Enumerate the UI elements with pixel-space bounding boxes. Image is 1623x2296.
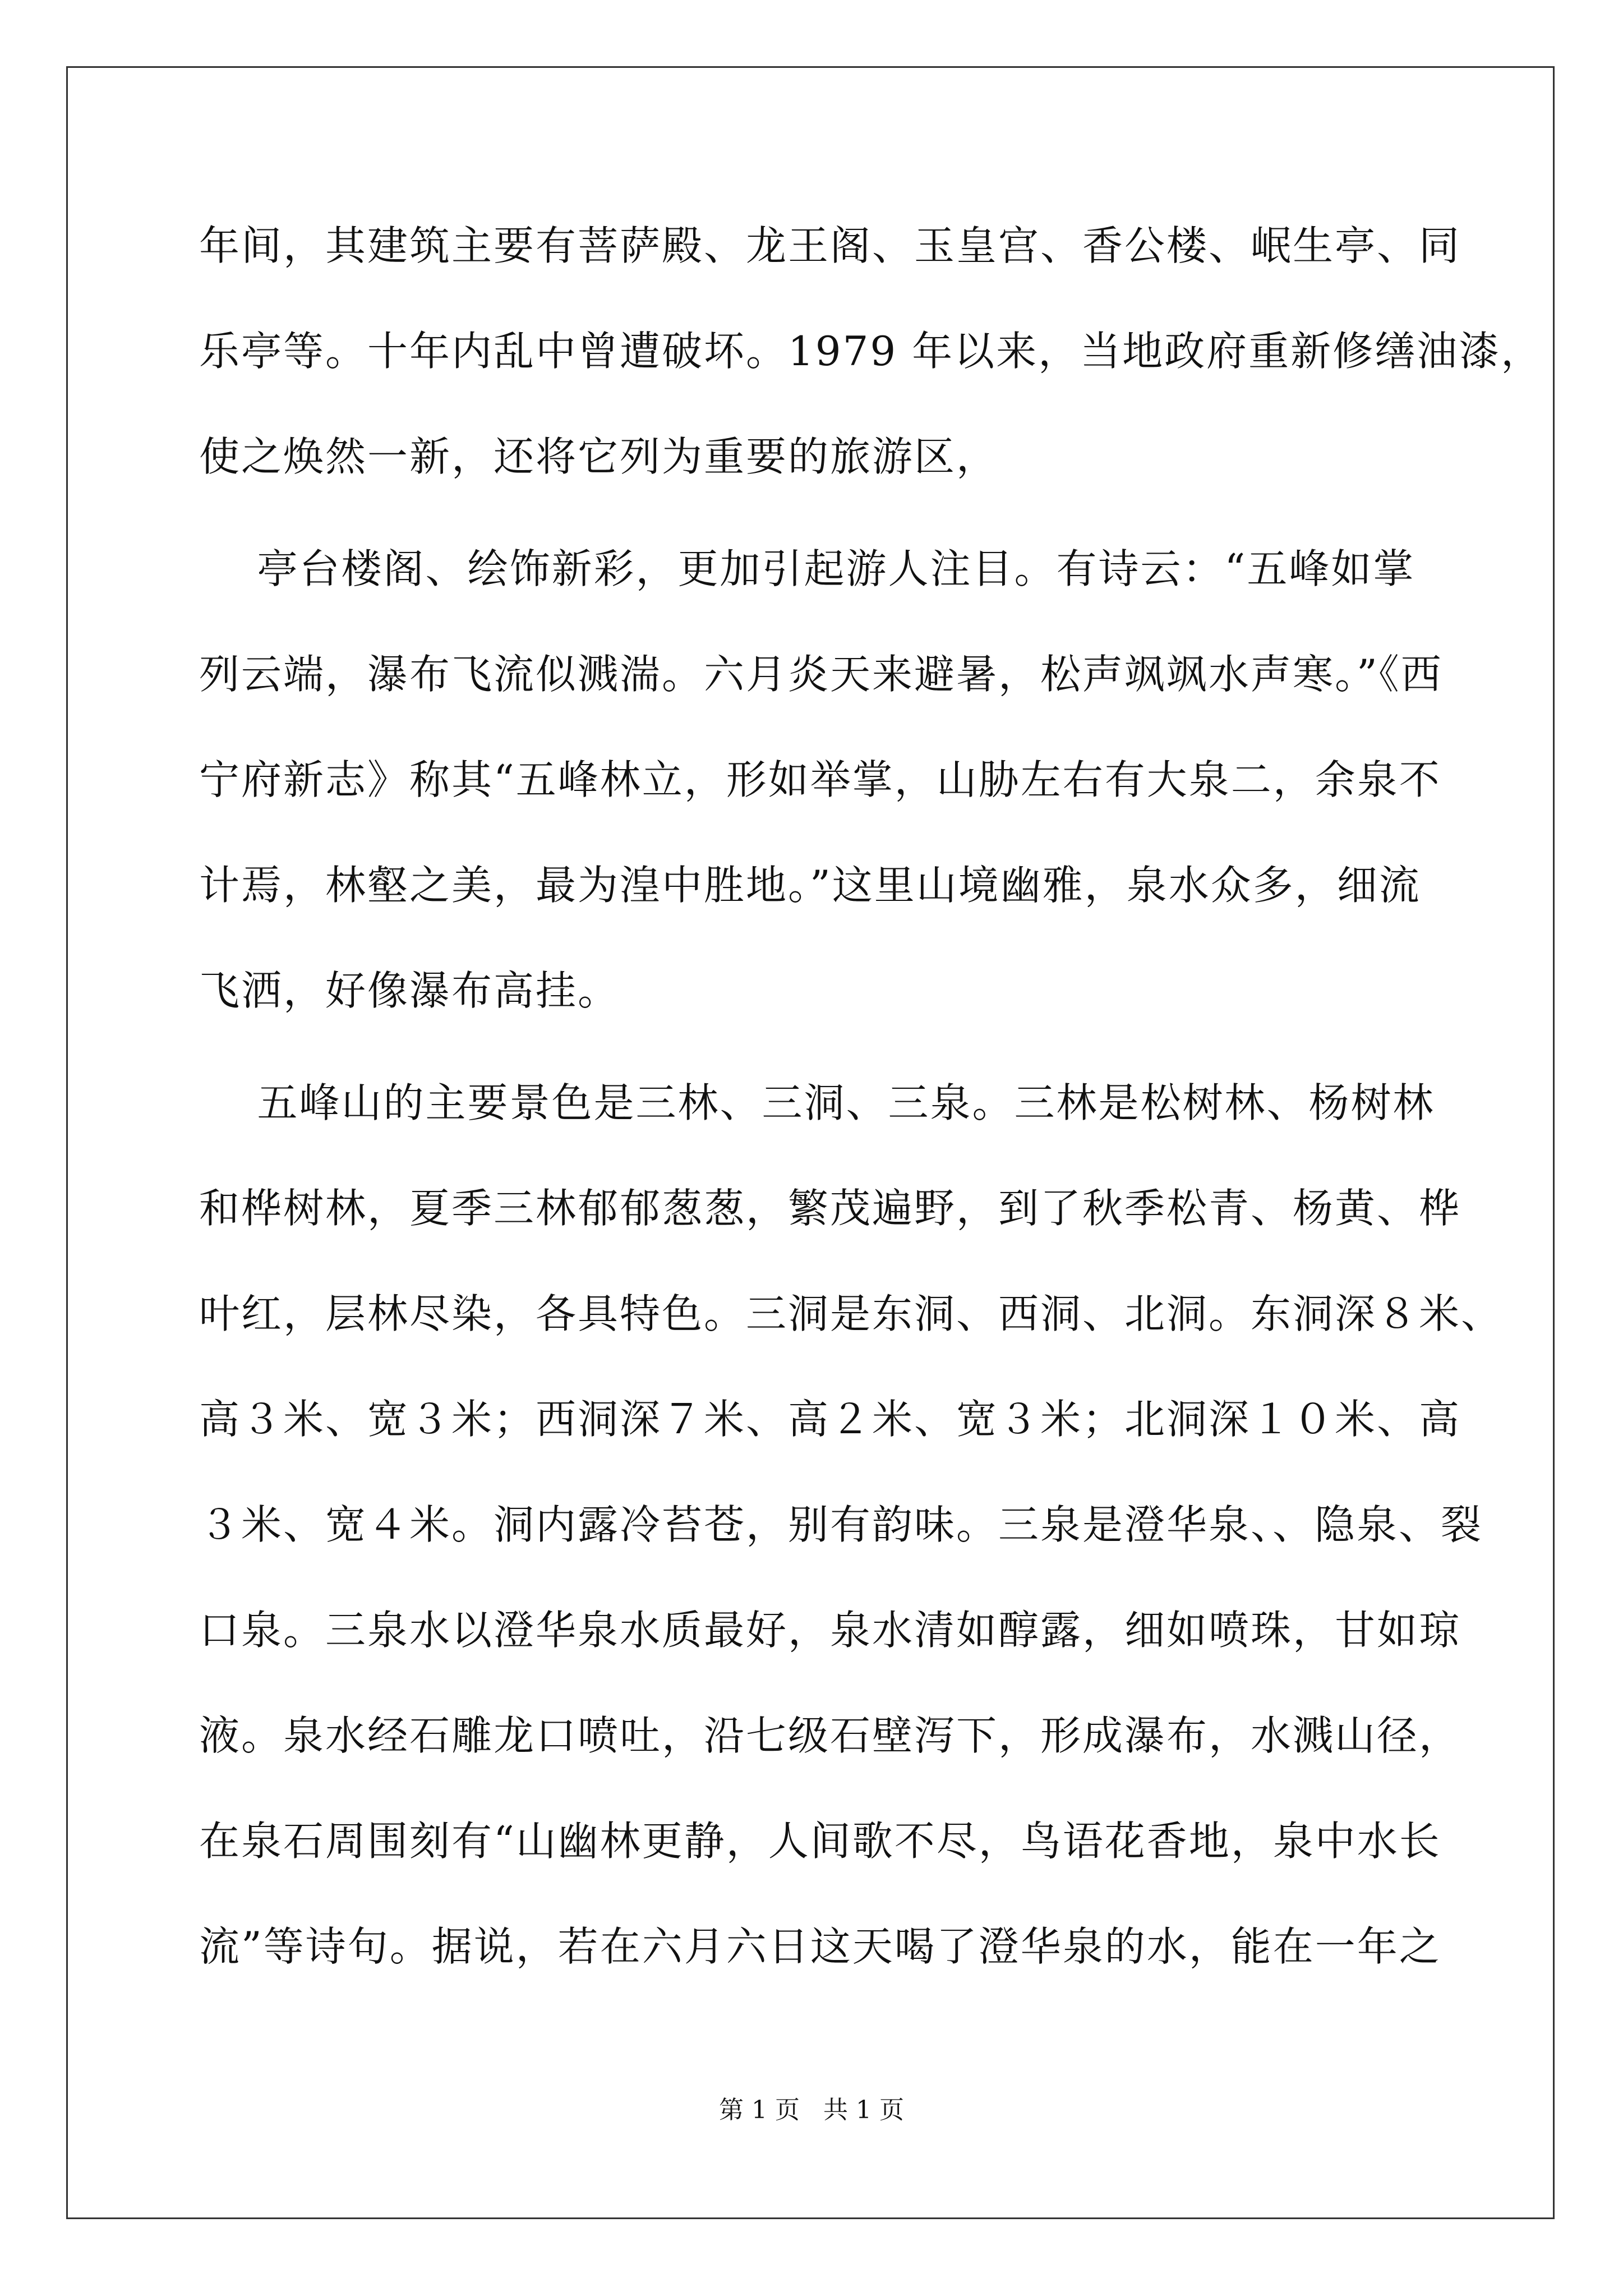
text-line: 在泉石周围刻有“山幽林更静，人间歌不尽，鸟语花香地，泉中水长 [199,1818,1441,1865]
text-line: 口泉。三泉水以澄华泉水质最好，泉水清如醇露，细如喷珠，甘如琼 [199,1607,1461,1654]
text-line: 乐亭等。十年内乱中曾遭破坏。1979 年以来，当地政府重新修缮油漆， [199,328,1543,375]
text-line: 飞洒，好像瀑布高挂。 [199,967,620,1014]
text-line: 和桦树林，夏季三林郁郁葱葱，繁茂遍野，到了秋季松青、杨黄、桦 [199,1185,1461,1232]
page-number-footer: 第 1 页 共 1 页 [719,2096,904,2124]
paragraph-start-line: 亭台楼阁、绘饰新彩，更加引起游人注目。有诗云：“五峰如掌 [199,545,1415,592]
text-line: 列云端，瀑布飞流似溅湍。六月炎天来避暑，松声飒飒水声寒。”《西 [199,651,1443,698]
paragraph-start-line: 五峰山的主要景色是三林、三洞、三泉。三林是松树林、杨树林 [199,1079,1435,1126]
text-line: 使之焕然一新，还将它列为重要的旅游区， [199,433,999,480]
text-line: 流”等诗句。据说，若在六月六日这天喝了澄华泉的水，能在一年之 [199,1923,1441,1970]
text-line: 叶红，层林尽染，各具特色。三洞是东洞、西洞、北洞。东洞深８米、 [199,1290,1504,1337]
text-line: 液。泉水经石雕龙口喷吐，沿七级石壁泻下，形成瀑布，水溅山径， [199,1712,1461,1759]
page-border [66,66,1555,2219]
text-line: 宁府新志》称其“五峰林立，形如举掌，山胁左右有大泉二，余泉不 [199,756,1441,803]
text-line: 年间，其建筑主要有菩萨殿、龙王阁、玉皇宫、香公楼、岷生亭、同 [199,222,1461,269]
text-line: 计焉，林壑之美，最为湟中胜地。”这里山境幽雅，泉水众多，细流 [199,862,1421,909]
text-line: 高３米、宽３米；西洞深７米、高２米、宽３米；北洞深１０米、高 [199,1396,1461,1443]
text-line: ３米、宽４米。洞内露冷苔苍，别有韵味。三泉是澄华泉、、隐泉、裂 [199,1501,1483,1548]
